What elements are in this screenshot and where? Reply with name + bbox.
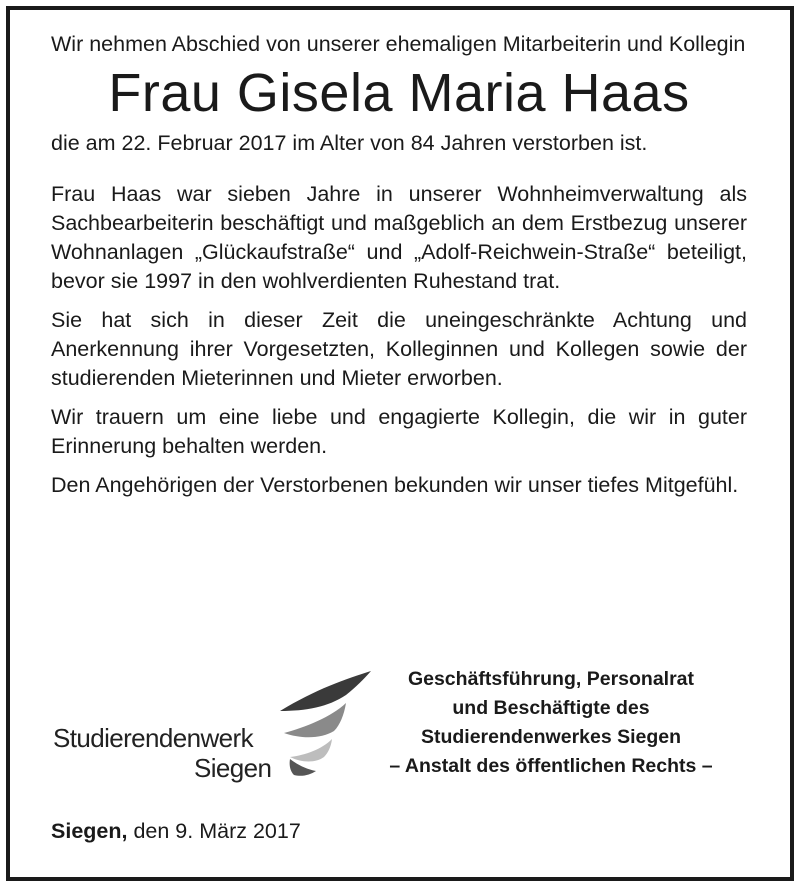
dateline — [51, 819, 301, 844]
studierendenwerk-logo — [51, 665, 381, 795]
dateline-place: Siegen, — [51, 819, 128, 843]
signers-line1: Geschäftsführung, Personalrat — [407, 668, 695, 690]
paragraph-mourning: Wir trauern um eine liebe und engagierte Kollegin, die wir in guter Erinnerung behalten werden. — [51, 405, 747, 458]
signers-block — [351, 665, 751, 781]
logo-text-line2: Siegen — [194, 753, 272, 783]
logo-text-line1: Studierendenwerk — [53, 723, 253, 753]
intro-text: Wir nehmen Abschied von unserer ehemaligen Mitarbeiterin und Kollegin — [51, 32, 746, 56]
death-info: die am 22. Februar 2017 im Alter von 84 Jahren verstorben ist. — [51, 131, 648, 155]
signers-line2: und Beschäftigte des — [452, 697, 650, 719]
notice-footer — [51, 665, 751, 795]
deceased-name: Frau Gisela Maria Haas — [108, 63, 690, 123]
signers-line4: – Anstalt des öffentlichen Rechts – — [389, 755, 713, 777]
paragraph-respect: Sie hat sich in dieser Zeit die uneingeschränkte Achtung und Anerkennung ihrer Vorgesetzten, Kolleginnen und Kollegen sowie der studierenden Mieterinnen und Mieter erworben. — [51, 308, 747, 390]
paragraph-condolence: Den Angehörigen der Verstorbenen bekunden wir unser tiefes Mitgefühl. — [51, 473, 739, 497]
signers-line3: Studierendenwerkes Siegen — [420, 726, 682, 748]
notice-body — [51, 30, 747, 500]
paragraph-career: Frau Haas war sieben Jahre in unserer Wohnheimverwaltung als Sachbearbeiterin beschäftigt und maßgeblich an dem Erstbezug unserer Wohnanlagen „Glückaufstraße“ und „Adolf-Reichwein-Straße“ beteiligt, bevor sie 1997 in den wohlverdienten Ruhestand trat. — [51, 182, 747, 293]
dateline-date: den 9. März 2017 — [133, 819, 301, 843]
